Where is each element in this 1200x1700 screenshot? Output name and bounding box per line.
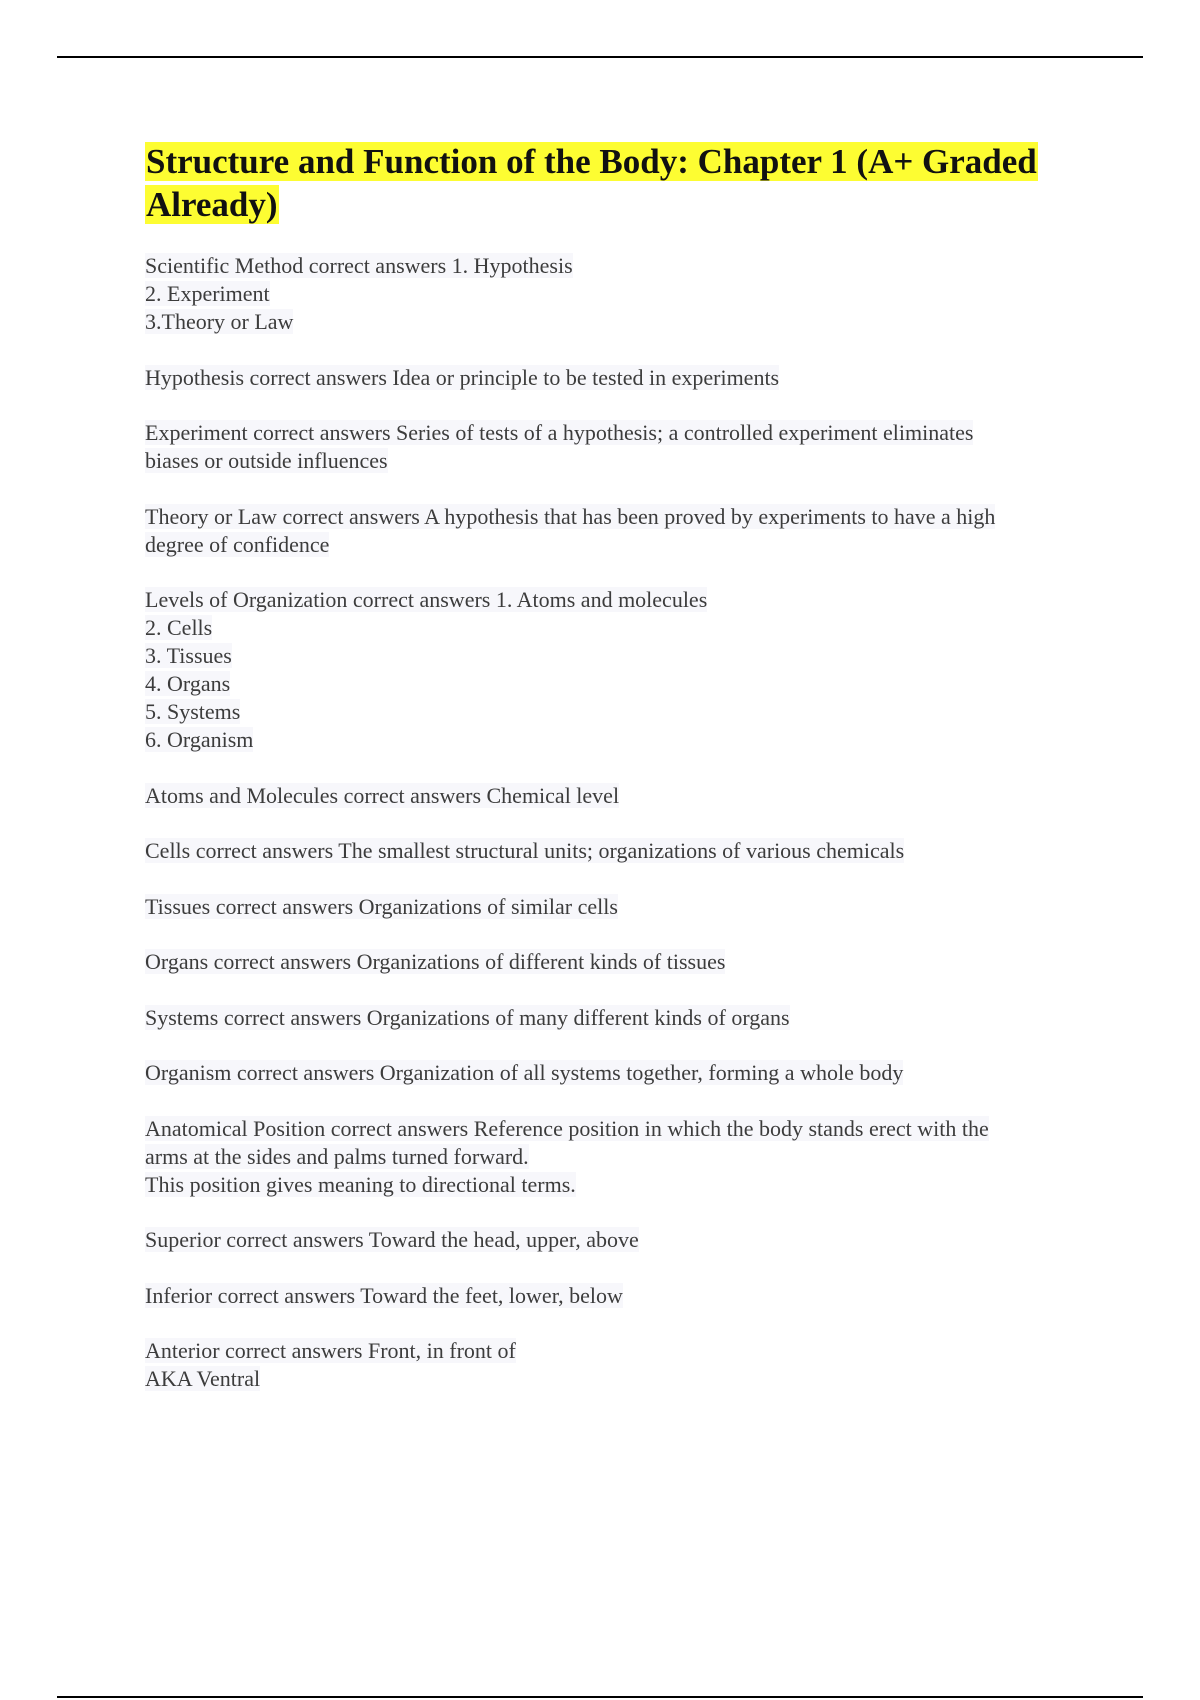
flashcard-levels-of-organization: [145, 586, 1100, 754]
entry-line: Organism correct answers Organization of all systems together, forming a whole body: [145, 1060, 904, 1085]
entry-line: 3.Theory or Law: [145, 309, 294, 334]
entry-line: Inferior correct answers Toward the feet, lower, below: [145, 1282, 623, 1308]
entry-line: Superior correct answers Toward the head, upper, above: [145, 1227, 639, 1252]
flashcard-organs: [145, 948, 1100, 976]
flashcard-organism: [145, 1059, 1100, 1087]
title-highlight: Structure and Function of the Body: Chapter 1 (A+ Graded Already): [146, 142, 1037, 224]
entry-line: This position gives meaning to directional terms.: [145, 1171, 576, 1197]
entry-line: Anterior correct answers Front, in front of: [145, 1338, 516, 1363]
entry-line: Theory or Law correct answers A hypothesis that has been proved by experiments to have a high: [145, 503, 996, 529]
entry-line: 3. Tissues: [145, 643, 232, 668]
flashcard-cells: [145, 837, 1100, 865]
flashcard-atoms-and-molecules: [145, 782, 1100, 810]
entry-line: biases or outside influences: [145, 448, 388, 473]
bottom-rule: [57, 1696, 1143, 1698]
flashcard-hypothesis: [145, 364, 1100, 392]
flashcard-tissues: [145, 893, 1100, 921]
flashcard-scientific-method: [145, 252, 1100, 336]
entry-line: degree of confidence: [145, 531, 330, 557]
entry-line: Anatomical Position correct answers Reference position in which the body stands erect with the: [145, 1115, 989, 1141]
entry-line: Organs correct answers Organizations of different kinds of tissues: [145, 949, 726, 974]
entry-line: Experiment correct answers Series of tests of a hypothesis; a controlled experiment eliminates: [145, 420, 974, 445]
entry-line: 4. Organs: [145, 671, 231, 696]
entry-line: Levels of Organization correct answers 1. Atoms and molecules: [145, 587, 708, 612]
flashcard-experiment: [145, 419, 1100, 475]
flashcard-list: [145, 252, 1100, 1393]
entry-line: Tissues correct answers Organizations of similar cells: [145, 893, 618, 919]
document-title: [145, 140, 1100, 226]
entry-line: Systems correct answers Organizations of many different kinds of organs: [145, 1004, 790, 1030]
entry-line: Scientific Method correct answers 1. Hypothesis: [145, 253, 573, 278]
flashcard-anterior: [145, 1337, 1100, 1393]
entry-line: Hypothesis correct answers Idea or principle to be tested in experiments: [145, 364, 780, 390]
flashcard-systems: [145, 1004, 1100, 1032]
document-page: [145, 140, 1100, 1421]
top-rule: [57, 56, 1143, 58]
entry-line: 6. Organism: [145, 727, 254, 752]
flashcard-theory-or-law: [145, 503, 1100, 559]
entry-line: 5. Systems: [145, 699, 241, 724]
flashcard-inferior: [145, 1282, 1100, 1310]
flashcard-superior: [145, 1226, 1100, 1254]
entry-line: Atoms and Molecules correct answers Chemical level: [145, 782, 620, 808]
entry-line: 2. Cells: [145, 615, 213, 640]
flashcard-anatomical-position: [145, 1115, 1100, 1199]
entry-line: 2. Experiment: [145, 281, 270, 306]
entry-line: Cells correct answers The smallest structural units; organizations of various chemicals: [145, 838, 905, 863]
entry-line: AKA Ventral: [145, 1366, 261, 1391]
entry-line: arms at the sides and palms turned forward.: [145, 1143, 529, 1169]
